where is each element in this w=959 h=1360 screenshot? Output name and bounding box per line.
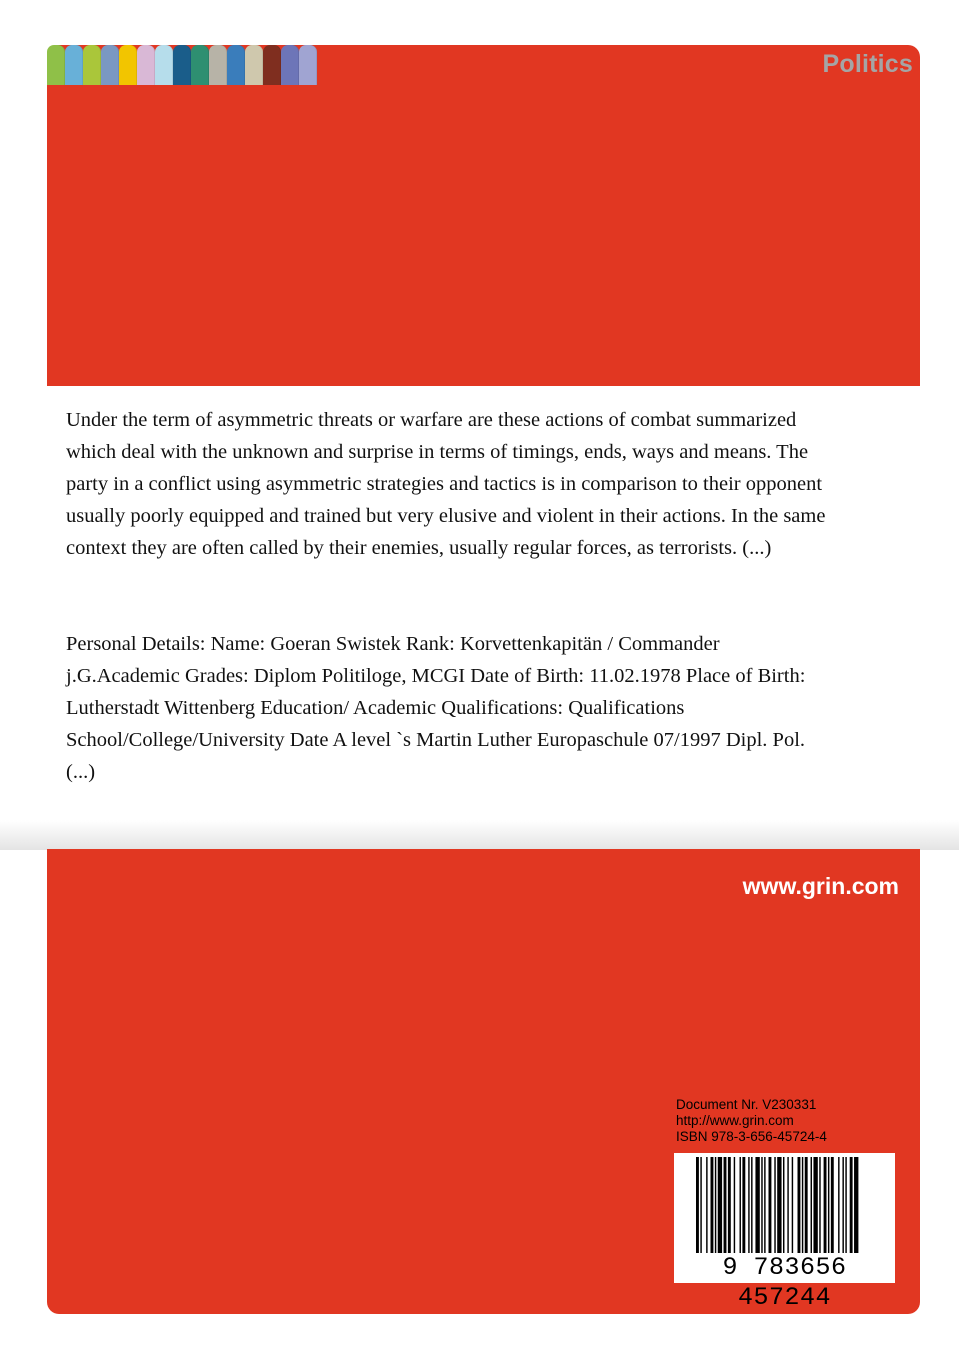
cover-top-panel [47,45,920,386]
color-tab [173,45,191,85]
page-fold-shadow [0,820,959,850]
color-tab [47,45,65,85]
color-tab [281,45,299,85]
author-details: Personal Details: Name: Goeran Swistek Rank: Korvettenkapitän / Commander j.G.Academic Grades: Diplom Politiloge, MCGI Date of Birth: 11.02.1978 Place of Birth: Lutherstadt Wittenberg Education/ Academic Qualifications: Qualifications School/College/University Date A level `s Martin Luther Europaschule 07/1997 Dipl. Pol. (...) [66,633,806,783]
color-tab [209,45,227,85]
color-tab [263,45,281,85]
document-url[interactable]: http://www.grin.com [676,1113,794,1128]
document-info [676,1097,827,1145]
color-tab [83,45,101,85]
color-tab [245,45,263,85]
category-label: Politics [822,50,913,78]
color-tab [65,45,83,85]
color-tabs [47,45,317,85]
barcode [674,1153,895,1312]
color-tab [227,45,245,85]
color-tab [299,45,317,85]
document-number: Document Nr. V230331 [676,1097,817,1112]
isbn: ISBN 978-3-656-45724-4 [676,1129,827,1144]
barcode-digits: 9 783656 457244 [674,1253,895,1283]
publisher-website[interactable]: www.grin.com [742,873,899,899]
color-tab [155,45,173,85]
color-tab [119,45,137,85]
abstract-text: Under the term of asymmetric threats or warfare are these actions of combat summarized which deal with the unknown and surprise in terms of timings, ends, ways and means. The party in a conflict using asymmetric strategies and tactics is in comparison to their opponent usually poorly equipped and trained but very elusive and violent in their actions. In the same context they are often called by their enemies, usually regular forces, as terrorists. (...) [66,409,826,559]
color-tab [137,45,155,85]
color-tab [101,45,119,85]
color-tab [191,45,209,85]
